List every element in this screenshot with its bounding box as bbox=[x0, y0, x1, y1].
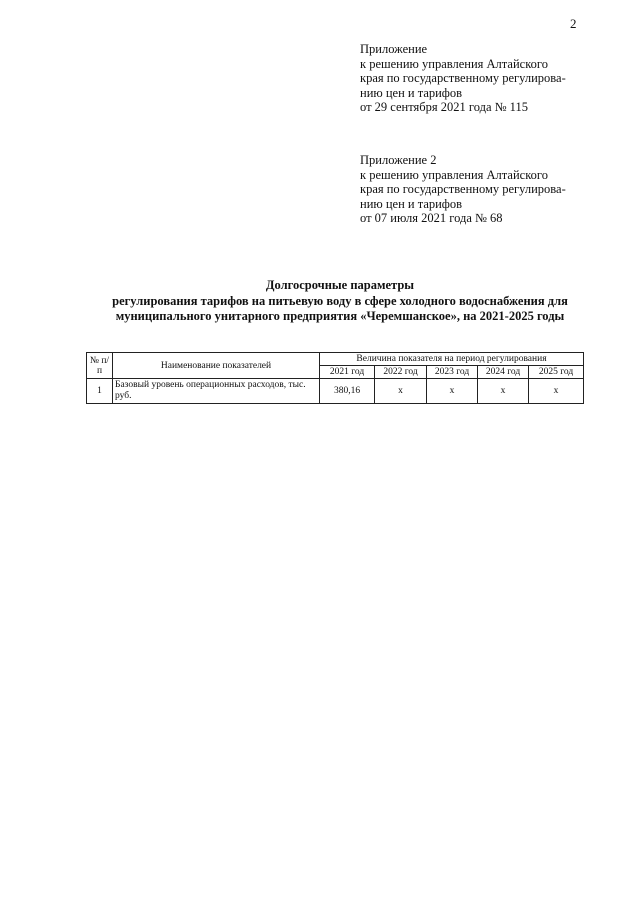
row-indicator-name: Базовый уровень операционных расходов, тыс. руб. bbox=[113, 379, 320, 404]
appendix-2-line: от 07 июля 2021 года № 68 bbox=[360, 211, 503, 225]
parameters-table bbox=[86, 352, 584, 404]
appendix-1-line: края по государственному регулирова- bbox=[360, 71, 566, 85]
col-header-year: 2022 год bbox=[375, 366, 427, 379]
col-header-year: 2024 год bbox=[478, 366, 529, 379]
document-title bbox=[60, 278, 620, 325]
title-line: Долгосрочные параметры bbox=[265, 278, 415, 292]
appendix-2-line: к решению управления Алтайского bbox=[360, 167, 548, 182]
page-number: 2 bbox=[570, 16, 577, 31]
appendix-1-line: нию цен и тарифов bbox=[360, 85, 463, 100]
row-value: х bbox=[529, 379, 584, 404]
appendix-2-header bbox=[360, 153, 600, 226]
row-value: х bbox=[478, 379, 529, 404]
appendix-2-line: Приложение 2 bbox=[360, 153, 437, 167]
row-number: 1 bbox=[87, 379, 113, 404]
col-header-name: Наименование показателей bbox=[113, 353, 320, 379]
appendix-2-line: нию цен и тарифов bbox=[360, 196, 463, 211]
row-value: х bbox=[427, 379, 478, 404]
col-header-year: 2023 год bbox=[427, 366, 478, 379]
table-row bbox=[87, 379, 584, 404]
row-value: 380,16 bbox=[320, 379, 375, 404]
title-line: муниципального унитарного предприятия «Черемшанское», на 2021-2025 годы bbox=[115, 309, 565, 323]
col-header-year: 2025 год bbox=[529, 366, 584, 379]
title-line: регулирования тарифов на питьевую воду в сфере холодного водоснабжения для bbox=[112, 293, 568, 308]
col-header-number: № п/п bbox=[87, 353, 113, 379]
appendix-1-line: к решению управления Алтайского bbox=[360, 56, 548, 71]
appendix-1-header bbox=[360, 42, 600, 115]
appendix-2-line: края по государственному регулирова- bbox=[360, 182, 566, 196]
col-header-value-group: Величина показателя на период регулирования bbox=[320, 353, 584, 366]
row-value: х bbox=[375, 379, 427, 404]
appendix-1-line: Приложение bbox=[360, 42, 428, 56]
appendix-1-line: от 29 сентября 2021 года № 115 bbox=[360, 100, 528, 114]
col-header-year: 2021 год bbox=[320, 366, 375, 379]
